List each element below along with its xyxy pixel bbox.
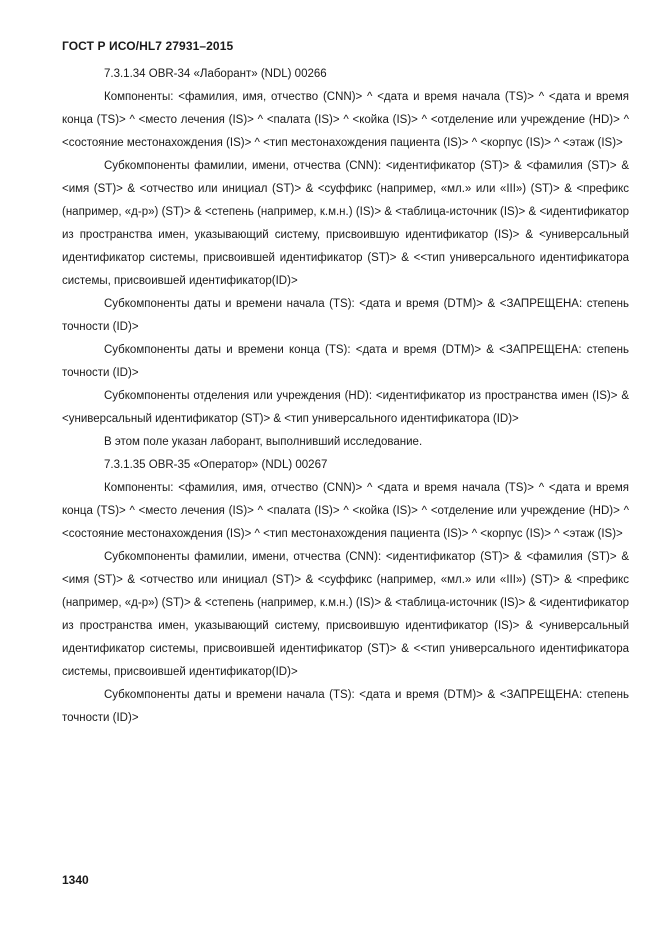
paragraph-subcomponents-start-time: Субкомпоненты даты и времени начала (TS): <дата и время (DTM)> & <ЗАПРЕЩЕНА: степень точности (ID)> [62,298,629,333]
paragraph-subcomponents-start-time: Субкомпоненты даты и времени начала (TS): <дата и время (DTM)> & <ЗАПРЕЩЕНА: степень точности (ID)> [62,689,629,724]
paragraph-subcomponents-name: Субкомпоненты фамилии, имени, отчества (CNN): <идентификатор (ST)> & <фамилия (ST)> & <имя (ST)> & <отчество или инициал (ST)> & <суффикс (например, «мл.» или «III») (ST)> & <префикс (например, «д-р») (ST)> & <степень (например, к.м.н.) (IS)> & <таблица-источник (IS)> & <идентификатор из пространства имен, указывающий систему, присвоившую идентификатор (IS)> & <универсальный идентификатор системы, присвоившей идентификатор (ST)> & <<тип универсального идентификатора системы, присвоившей идентификатор(ID)> [62,551,629,678]
paragraph-components: Компоненты: <фамилия, имя, отчество (CNN)> ^ <дата и время начала (TS)> ^ <дата и время конца (TS)> ^ <место лечения (IS)> ^ <палата (IS)> ^ <койка (IS)> ^ <отделение или учреждение (HD)> ^ <состояние местонахождения (IS)> ^ <тип местонахождения пациента (IS)> ^ <корпус (IS)> ^ <этаж (IS)> [62,482,629,540]
paragraph-subcomponents-end-time: Субкомпоненты даты и времени конца (TS): <дата и время (DTM)> & <ЗАПРЕЩЕНА: степень точности (ID)> [62,344,629,379]
paragraph-components: Компоненты: <фамилия, имя, отчество (CNN)> ^ <дата и время начала (TS)> ^ <дата и время конца (TS)> ^ <место лечения (IS)> ^ <палата (IS)> ^ <койка (IS)> ^ <отделение или учреждение (HD)> ^ <состояние местонахождения (IS)> ^ <тип местонахождения пациента (IS)> ^ <корпус (IS)> ^ <этаж (IS)> [62,91,629,149]
section-heading-7-3-1-35: 7.3.1.35 OBR-35 «Оператор» (NDL) 00267 [104,459,328,471]
paragraph-subcomponents-department: Субкомпоненты отделения или учреждения (HD): <идентификатор из пространства имен (IS)> & <универсальный идентификатор (ST)> & <тип универсального идентификатора (ID)> [62,390,629,425]
paragraph-subcomponents-name: Субкомпоненты фамилии, имени, отчества (CNN): <идентификатор (ST)> & <фамилия (ST)> & <имя (ST)> & <отчество или инициал (ST)> & <суффикс (например, «мл.» или «III») (ST)> & <префикс (например, «д-р») (ST)> & <степень (например, к.м.н.) (IS)> & <таблица-источник (IS)> & <идентификатор из пространства имен, указывающий систему, присвоившую идентификатор (IS)> & <универсальный идентификатор системы, присвоившей идентификатор (ST)> & <<тип универсального идентификатора системы, присвоившей идентификатор(ID)> [62,160,629,287]
paragraph-field-description: В этом поле указан лаборант, выполнивший исследование. [104,436,423,448]
document-header: ГОСТ Р ИСО/HL7 27931–2015 [62,39,234,53]
document-body [62,63,629,730]
section-heading-7-3-1-34: 7.3.1.34 OBR-34 «Лаборант» (NDL) 00266 [104,68,327,80]
page-number: 1340 [62,873,89,887]
